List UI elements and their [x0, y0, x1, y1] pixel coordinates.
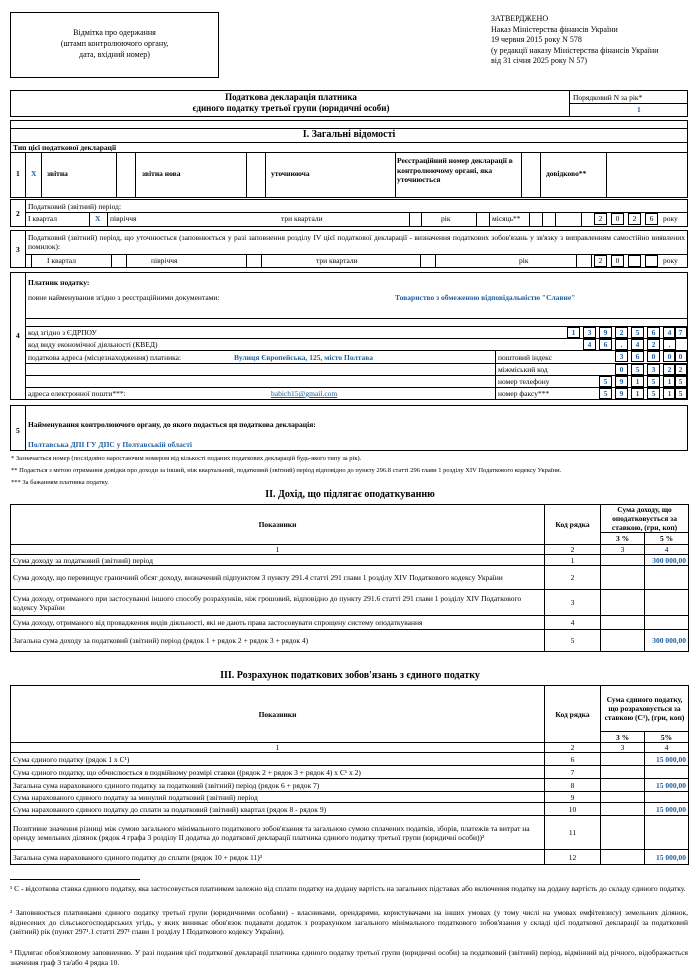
table-row	[11, 590, 689, 616]
section1-heading: І. Загальні відомості	[302, 129, 396, 140]
s2-row-v3	[601, 566, 645, 590]
row1-mark: X	[31, 169, 37, 178]
s2-row-code: 4	[545, 616, 601, 630]
intercity-digit: 5	[631, 364, 644, 375]
kved-digit: .	[615, 339, 628, 350]
s2-col-code: Код рядка	[545, 505, 601, 545]
table-row	[11, 566, 689, 590]
s3-row-label: Сума нарахованого єдиного податку за минулий податковий (звітний) період	[11, 792, 545, 803]
row2-q1: І квартал	[28, 214, 57, 223]
fax-digit: 5	[674, 388, 687, 399]
email-link[interactable]: babich15@gmail.com	[271, 389, 338, 398]
row2-half: півріччя	[110, 214, 137, 223]
row3-year-digit: 0	[611, 255, 624, 267]
phone-digit: 9	[615, 376, 628, 387]
s3-col-3: 3 %	[601, 732, 645, 743]
phone-digit: 5	[674, 376, 687, 387]
s3-row-code: 10	[545, 803, 601, 816]
s2-row-code: 3	[545, 590, 601, 616]
s2-row-v5: 300 000,00	[645, 555, 689, 566]
s2-row-v3	[601, 590, 645, 616]
s3-row-code: 6	[545, 753, 601, 766]
approval-line-5: від 31 січня 2025 року N 57)	[491, 56, 588, 65]
s2-idx: 2	[545, 545, 601, 555]
edrpou-digit: 5	[631, 327, 644, 338]
phone-digit: 1	[631, 376, 644, 387]
row2-year-digit: 0	[611, 213, 624, 225]
s3-col-5: 5%	[645, 732, 689, 743]
approval-line-1: ЗАТВЕРДЖЕНО	[491, 14, 549, 23]
s2-col-5: 5 %	[645, 533, 689, 545]
row3-year-digit	[645, 255, 658, 267]
s3-row-v3	[601, 753, 645, 766]
postal-digit: 3	[615, 351, 628, 362]
s2-row-v5: 300 000,00	[645, 630, 689, 652]
s3-row-v5: 15 000,00	[645, 779, 689, 792]
row2-mark: X	[95, 214, 101, 223]
row5-label: Найменування контролюючого органу, до якого подається ця податкова декларація:	[28, 420, 316, 429]
s2-row-v5	[645, 566, 689, 590]
address-value: Вулиця Європейська, 125, місто Полтава	[234, 353, 374, 362]
row2-year-word: року	[663, 214, 678, 223]
s2-row-label: Сума доходу, отриманого при застосуванні іншого способу розрахунків, ніж грошовий, відповідно до пункту 291.6 статті 291 глави 1 розділу XIV Податкового кодексу України	[11, 590, 545, 616]
title-line-1: Податкова декларація платника	[225, 92, 357, 102]
intercity-digit: 0	[615, 364, 628, 375]
row3-label: Податковий (звітний) період, що уточнюється (заповнюється у разі заповнення розділу IV цієї податкової декларації - визначення податкових зобов'язань у зв'язку з виправленням самостійно виявлених помилок):	[28, 233, 685, 251]
row3-num: 3	[16, 245, 20, 254]
s2-row-v3	[601, 616, 645, 630]
s3-row-label: Позитивне значення різниці між сумою загального мінімального податкового зобов'язання та загальною сумою сплачених податків, зборів, платежів та витрат на оренду земельних ділянок (рядок 4 графа 3 розділу ІІ додатка до податкової декларації платника єдиного податку третьої групи (юридичні особи))²	[11, 816, 545, 850]
row2-num: 2	[16, 209, 20, 218]
row3-year-word: року	[663, 256, 678, 265]
row2-frame	[10, 199, 688, 227]
row1-new-reporting: звітна нова	[142, 169, 181, 178]
s3-row-v5	[645, 792, 689, 803]
edrpou-digit: 1	[567, 327, 580, 338]
row3-q1: І квартал	[47, 256, 76, 265]
footnote-2: ² Заповнюється платниками єдиного податку третьої групи (юридичними особами) - власниками, орендарями, користувачами на інших умовах (у тому числі на умовах емфітевзису) земельних ділянок, віднесених до сільськогосподарських угідь, у яких виникає обов'язок подавати додаток з розрахунком загального мінімального податкового зобов'язання у складі цієї податкової декларації за податковий (звітний) рік (пункт 297¹.1 статті 297¹ глави 1 розділу І Податкового кодексу України).	[10, 908, 688, 936]
edrpou-digit: 7	[674, 327, 687, 338]
section1-frame	[10, 120, 688, 198]
edrpou-label: код згідно з ЄДРПОУ	[28, 328, 97, 337]
table-row	[11, 850, 689, 865]
s3-row-code: 8	[545, 779, 601, 792]
s3-row-v3	[601, 766, 645, 779]
s3-row-v3	[601, 792, 645, 803]
s3-idx: 4	[645, 743, 689, 753]
postal-digit: 0	[663, 351, 676, 362]
row3-year-digit: 2	[594, 255, 607, 267]
s3-row-v5	[645, 816, 689, 850]
postal-digit: 0	[647, 351, 660, 362]
section3-table	[10, 685, 689, 865]
edrpou-digit: 3	[583, 327, 596, 338]
row4-label: Платник податку:	[28, 278, 90, 287]
footnote-3: ³ Підлягає обов'язковому заповненню. У разі подання цієї податкової декларації платника єдиного податку третьої групи (юридичні особи) за податковий (звітний) період, відмінний від річного, відображається значення граф 3 та/або 4 рядка 10.	[10, 948, 688, 967]
s3-idx: 2	[545, 743, 601, 753]
row2-year: рік	[441, 214, 451, 223]
s2-row-label: Сума доходу, що перевищує граничний обсяг доходу, визначений підпунктом 3 пункту 291.4 статті 291 глави 1 розділу XIV Податкового кодексу України	[11, 566, 545, 590]
row5-num: 5	[16, 426, 20, 435]
s2-row-label: Сума доходу, отриманого від провадження видів діяльності, які не дають права застосовувати спрощену систему оподаткування	[11, 616, 545, 630]
s2-row-code: 1	[545, 555, 601, 566]
row2-month: місяць**	[492, 214, 521, 223]
s3-idx: 1	[11, 743, 545, 753]
seq-value: 1	[637, 105, 641, 114]
postal-digit: 6	[631, 351, 644, 362]
row1-num: 1	[16, 169, 20, 178]
table-row	[11, 616, 689, 630]
title-line-2: єдиного податку третьої групи (юридичні особи)	[192, 103, 390, 113]
row2-year-digit: 2	[628, 213, 641, 225]
table-row	[11, 803, 689, 816]
kved-digit: 4	[583, 339, 596, 350]
s2-row-v3	[601, 630, 645, 652]
phone-digit: 1	[663, 376, 676, 387]
footnote-1: ¹ С - відсоткова ставка єдиного податку, яка застосовується платником залежно від сплати податку на додану вартість на загальних підставах або включення податку на додану вартість до складу єдиного податку.	[10, 884, 686, 893]
edrpou-digit: 2	[615, 327, 628, 338]
s2-col-ind: Показники	[11, 505, 545, 545]
intercity-digit: 2	[674, 364, 687, 375]
title-block	[10, 90, 688, 117]
table-row	[11, 630, 689, 652]
s3-row-label: Загальна сума нарахованого єдиного податку за податковий (звітний) період (рядок 6 + рядок 7)	[11, 779, 545, 792]
s3-row-v5: 15 000,00	[645, 850, 689, 865]
row5-value: Полтавська ДПІ ГУ ДПС у Полтавській області	[28, 440, 192, 449]
s3-col-ind: Показники	[11, 686, 545, 743]
intercity-digit: 3	[647, 364, 660, 375]
kved-digit: 4	[631, 339, 644, 350]
s2-idx: 4	[645, 545, 689, 555]
table-row	[11, 792, 689, 803]
row5-frame	[10, 405, 688, 451]
s3-row-v3	[601, 850, 645, 865]
postal-digit: 0	[674, 351, 687, 362]
s3-row-label: Сума єдиного податку (рядок 1 х С¹)	[11, 753, 545, 766]
row3-q3: три квартали	[316, 256, 358, 265]
s2-row-code: 5	[545, 630, 601, 652]
row2-year-digit: 6	[645, 213, 658, 225]
note-3: *** За бажанням платника податку.	[11, 479, 109, 486]
s3-row-code: 12	[545, 850, 601, 865]
s2-idx: 1	[11, 545, 545, 555]
section2-table	[10, 504, 689, 652]
phone-digit: 5	[599, 376, 612, 387]
stamp-line-2: (штамп контролюючого органу,	[60, 39, 169, 48]
row2-year-digit: 2	[594, 213, 607, 225]
s2-row-v5	[645, 590, 689, 616]
kved-digit: 6	[599, 339, 612, 350]
stamp-box	[10, 12, 219, 78]
s2-col-3: 3 %	[601, 533, 645, 545]
intercity-label: міжміський код	[498, 365, 548, 374]
section2-heading: ІІ. Дохід, що підлягає оподаткуванню	[265, 489, 435, 500]
row3-year-digit	[628, 255, 641, 267]
s3-row-label: Сума єдиного податку, що обчислюється в подвійному розмірі ставки ((рядок 2 + рядок 3 + рядок 4) х С¹ х 2)	[11, 766, 545, 779]
s3-col-code: Код рядка	[545, 686, 601, 743]
s3-row-v5	[645, 766, 689, 779]
address-label: податкова адреса (місцезнаходження) платника:	[28, 353, 182, 362]
phone-label: номер телефону	[498, 377, 550, 386]
s3-row-v3	[601, 779, 645, 792]
fax-digit: 1	[663, 388, 676, 399]
full-name-label: повне найменування згідно з реєстраційними документами:	[28, 293, 220, 302]
stamp-line-1: Відмітка про одержання	[73, 28, 156, 37]
row3-year: рік	[519, 256, 529, 265]
s2-col-sum: Сума доходу, що оподатковується за ставкою, (грн, коп)	[601, 505, 689, 533]
note-2: ** Подається з метою отримання довідки про доходи за інший, ніж квартальний, податковий (звітний) період відповідно до пункту 296.8 статті 296 глави 1 розділу XIV Податкового кодексу України.	[11, 467, 562, 474]
row1-reporting: звітна	[47, 169, 68, 178]
fax-digit: 9	[615, 388, 628, 399]
row3-frame	[10, 230, 688, 268]
kved-digit: 2	[647, 339, 660, 350]
fax-digit: 5	[647, 388, 660, 399]
s2-row-label: Сума доходу за податковий (звітний) період	[11, 555, 545, 566]
table-row	[11, 555, 689, 566]
s3-row-code: 9	[545, 792, 601, 803]
seq-label: Порядковий N за рік*	[573, 93, 643, 102]
row1-register: Реєстраційний номер декларації в контролюючому органі, яка уточнюється	[397, 156, 513, 184]
s3-row-v3	[601, 803, 645, 816]
s2-idx: 3	[601, 545, 645, 555]
s3-row-v5: 15 000,00	[645, 753, 689, 766]
s2-row-v5	[645, 616, 689, 630]
s2-row-label: Загальна сума доходу за податковий (звітний) період (рядок 1 + рядок 2 + рядок 3 + рядок 4)	[11, 630, 545, 652]
s3-row-code: 7	[545, 766, 601, 779]
s3-row-v3	[601, 816, 645, 850]
phone-digit: 5	[647, 376, 660, 387]
s2-row-v3	[601, 555, 645, 566]
s2-row-code: 2	[545, 566, 601, 590]
approval-line-3: 19 червня 2015 року N 578	[491, 35, 582, 44]
edrpou-digit: 4	[663, 327, 676, 338]
type-label: Тип цієї податкової декларації	[13, 143, 117, 152]
s3-row-label: Загальна сума нарахованого єдиного податку до сплати (рядок 10 + рядок 11)³	[11, 850, 545, 865]
row2-label: Податковий (звітний) період:	[28, 202, 122, 211]
s3-idx: 3	[601, 743, 645, 753]
approval-line-4: (у редакції наказу Міністерства фінансів України	[491, 45, 659, 55]
intercity-digit: 2	[663, 364, 676, 375]
row4-num: 4	[16, 331, 20, 340]
email-label: адреса електронної пошти***:	[28, 389, 126, 398]
row1-clarifying: уточнююча	[271, 169, 310, 178]
stamp-line-3: дата, вхідний номер)	[79, 50, 150, 59]
table-row	[11, 779, 689, 792]
row1-reference: довідково**	[546, 169, 587, 178]
postal-label: поштовий індекс	[498, 353, 552, 362]
s3-col-sum: Сума єдиного податку, що розраховується за ставкою (С¹), (грн, коп)	[601, 686, 689, 732]
table-row	[11, 766, 689, 779]
row3-half: півріччя	[151, 256, 178, 265]
table-row	[11, 816, 689, 850]
edrpou-digit: 9	[599, 327, 612, 338]
note-1: * Зазначається номер (послідовно наростаючим номером від кількості поданих податкових декларацій будь-якого типу за рік).	[11, 455, 362, 462]
kved-digit: .	[663, 339, 676, 350]
kved-label: код виду економічної діяльності (КВЕД)	[28, 340, 158, 349]
fax-digit: 5	[599, 388, 612, 399]
full-name-value: Товариство з обмеженою відповідальністю "Славне"	[395, 293, 576, 302]
row2-q3: три квартали	[281, 214, 323, 223]
approval-block	[491, 14, 696, 67]
table-row	[11, 753, 689, 766]
s3-row-v5: 15 000,00	[645, 803, 689, 816]
s3-row-code: 11	[545, 816, 601, 850]
fax-digit: 1	[631, 388, 644, 399]
section3-heading: ІІІ. Розрахунок податкових зобов'язань з єдиного податку	[220, 670, 480, 681]
edrpou-digit: 6	[647, 327, 660, 338]
s3-row-label: Сума нарахованого єдиного податку до сплати за податковий (звітний) квартал (рядок 8 - рядок 9)	[11, 803, 545, 816]
row4-frame	[10, 272, 688, 400]
approval-line-2: Наказ Міністерства фінансів України	[491, 24, 618, 34]
fax-label: номер факсу***	[498, 389, 550, 398]
